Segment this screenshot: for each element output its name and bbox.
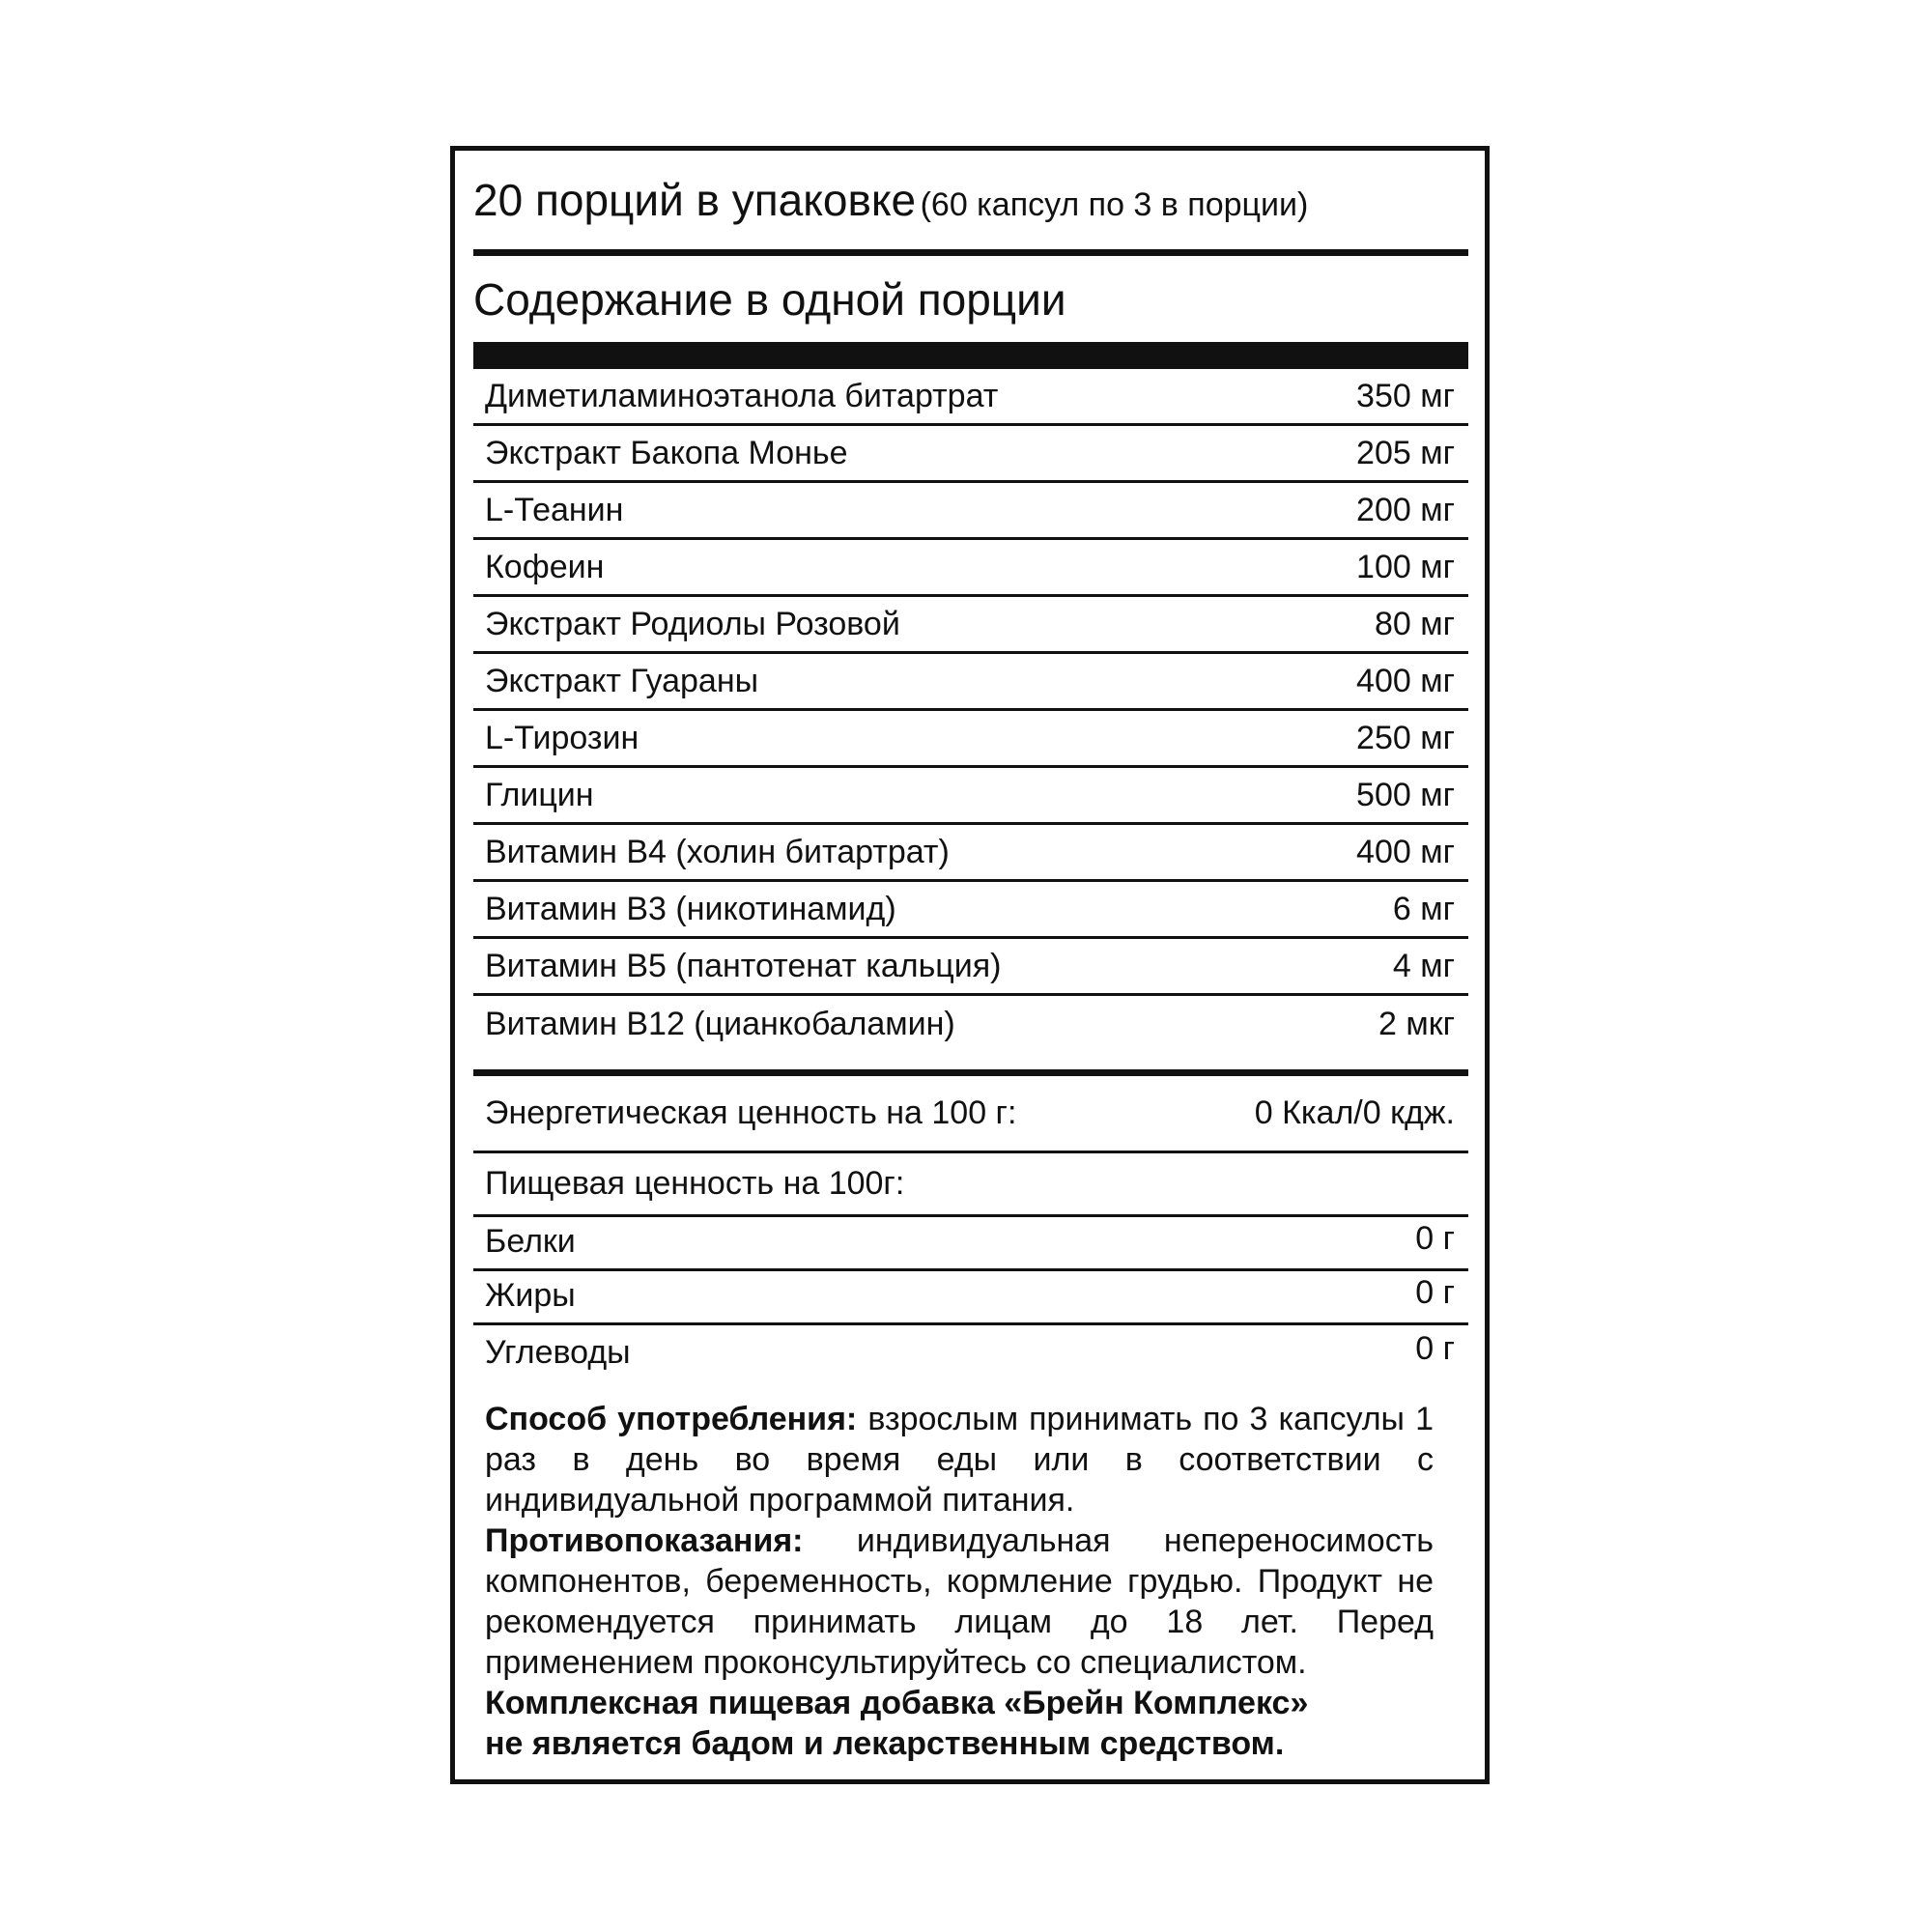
ingredient-amount: 250 мг: [1356, 719, 1455, 756]
ingredient-name: Экстракт Гуараны: [485, 662, 759, 699]
usage-notes: [485, 1399, 1434, 1764]
macro-row-fat: [473, 1271, 1468, 1325]
ingredient-row: [473, 597, 1468, 654]
contraindications-text: индивидуальная непереносимость компонентов, беременность, кормление грудью. Продукт не рекомендуется принимать лицам до 18 лет. Перед применением проконсультируйтесь со специалистом.: [485, 1522, 1434, 1681]
ingredient-amount: 200 мг: [1356, 491, 1455, 528]
header-divider: [473, 249, 1468, 256]
ingredient-amount: 6 мг: [1392, 890, 1455, 927]
ingredients-table: [473, 369, 1468, 1053]
macro-name: Белки: [485, 1223, 576, 1260]
macro-name: Углеводы: [485, 1334, 631, 1371]
ingredient-row: [473, 996, 1468, 1053]
ingredient-name: Экстракт Бакопа Монье: [485, 434, 848, 471]
macro-amount: 0 г: [1415, 1329, 1455, 1367]
ingredient-amount: 100 мг: [1356, 548, 1455, 585]
ingredient-amount: 400 мг: [1356, 833, 1455, 870]
ingredient-row: [473, 768, 1468, 825]
ingredient-amount: 80 мг: [1374, 605, 1455, 642]
macro-name: Жиры: [485, 1277, 576, 1314]
ingredient-row: [473, 825, 1468, 882]
ingredient-name: Глицин: [485, 776, 594, 813]
usage-text: взрослым принимать по 3 капсулы 1 раз в день во время еды или в соответствии с индивидуальной программой питания.: [485, 1401, 1434, 1519]
supplement-facts-panel: [450, 146, 1490, 1784]
ingredient-amount: 350 мг: [1356, 377, 1455, 414]
ingredient-amount: 4 мг: [1392, 947, 1455, 984]
servings-detail-text: (60 капсул по 3 в порции): [920, 186, 1309, 223]
ingredient-name: L-Тирозин: [485, 719, 639, 756]
ingredient-row: [473, 654, 1468, 711]
ingredient-name: L-Теанин: [485, 491, 624, 528]
ingredient-name: Витамин В12 (цианкобаламин): [485, 1006, 955, 1042]
ingredient-amount: 400 мг: [1356, 662, 1455, 699]
food-value-row: [473, 1153, 1468, 1217]
ingredient-row: [473, 882, 1468, 939]
food-value-label: Пищевая ценность на 100г:: [485, 1165, 905, 1202]
ingredient-row: [473, 711, 1468, 768]
energy-value-row: [473, 1076, 1468, 1153]
ingredient-name: Витамин В3 (никотинамид): [485, 890, 896, 927]
macro-row-protein: [473, 1217, 1468, 1271]
ingredient-name: Кофеин: [485, 548, 605, 585]
macro-row-carbs: [473, 1325, 1468, 1379]
content-per-serving-title: Содержание в одной порции: [473, 274, 1066, 325]
contraindications-paragraph: [485, 1520, 1434, 1683]
ingredient-name: Экстракт Родиолы Розовой: [485, 605, 900, 642]
usage-paragraph: [485, 1399, 1434, 1520]
disclaimer-paragraph: [485, 1683, 1434, 1764]
ingredient-name: Витамин В4 (холин битартрат): [485, 833, 950, 870]
ingredients-divider: [473, 1069, 1468, 1076]
servings-per-package: [473, 175, 1309, 225]
ingredient-amount: 500 мг: [1356, 776, 1455, 813]
contraindications-label: Противопоказания:: [485, 1522, 804, 1559]
disclaimer-line-2: не является бадом и лекарственным средством.: [485, 1725, 1285, 1762]
title-bar-divider: [473, 342, 1468, 369]
macro-amount: 0 г: [1415, 1274, 1455, 1311]
ingredient-row: [473, 939, 1468, 996]
ingredient-row: [473, 426, 1468, 483]
macro-amount: 0 г: [1415, 1220, 1455, 1257]
ingredient-name: Диметиламиноэтанола битартрат: [485, 377, 999, 414]
nutrition-table: [473, 1076, 1468, 1379]
ingredient-row: [473, 369, 1468, 426]
ingredient-row: [473, 540, 1468, 597]
disclaimer-line-1: Комплексная пищевая добавка «Брейн Комплекс»: [485, 1685, 1309, 1721]
servings-main-text: 20 порций в упаковке: [473, 175, 917, 225]
energy-value-amount: 0 Ккал/0 кдж.: [1254, 1094, 1455, 1131]
ingredient-name: Витамин В5 (пантотенат кальция): [485, 947, 1002, 984]
energy-value-label: Энергетическая ценность на 100 г:: [485, 1094, 1017, 1131]
ingredient-amount: 205 мг: [1356, 434, 1455, 471]
ingredient-row: [473, 483, 1468, 540]
ingredient-amount: 2 мкг: [1378, 1006, 1455, 1042]
usage-label: Способ употребления:: [485, 1401, 858, 1437]
